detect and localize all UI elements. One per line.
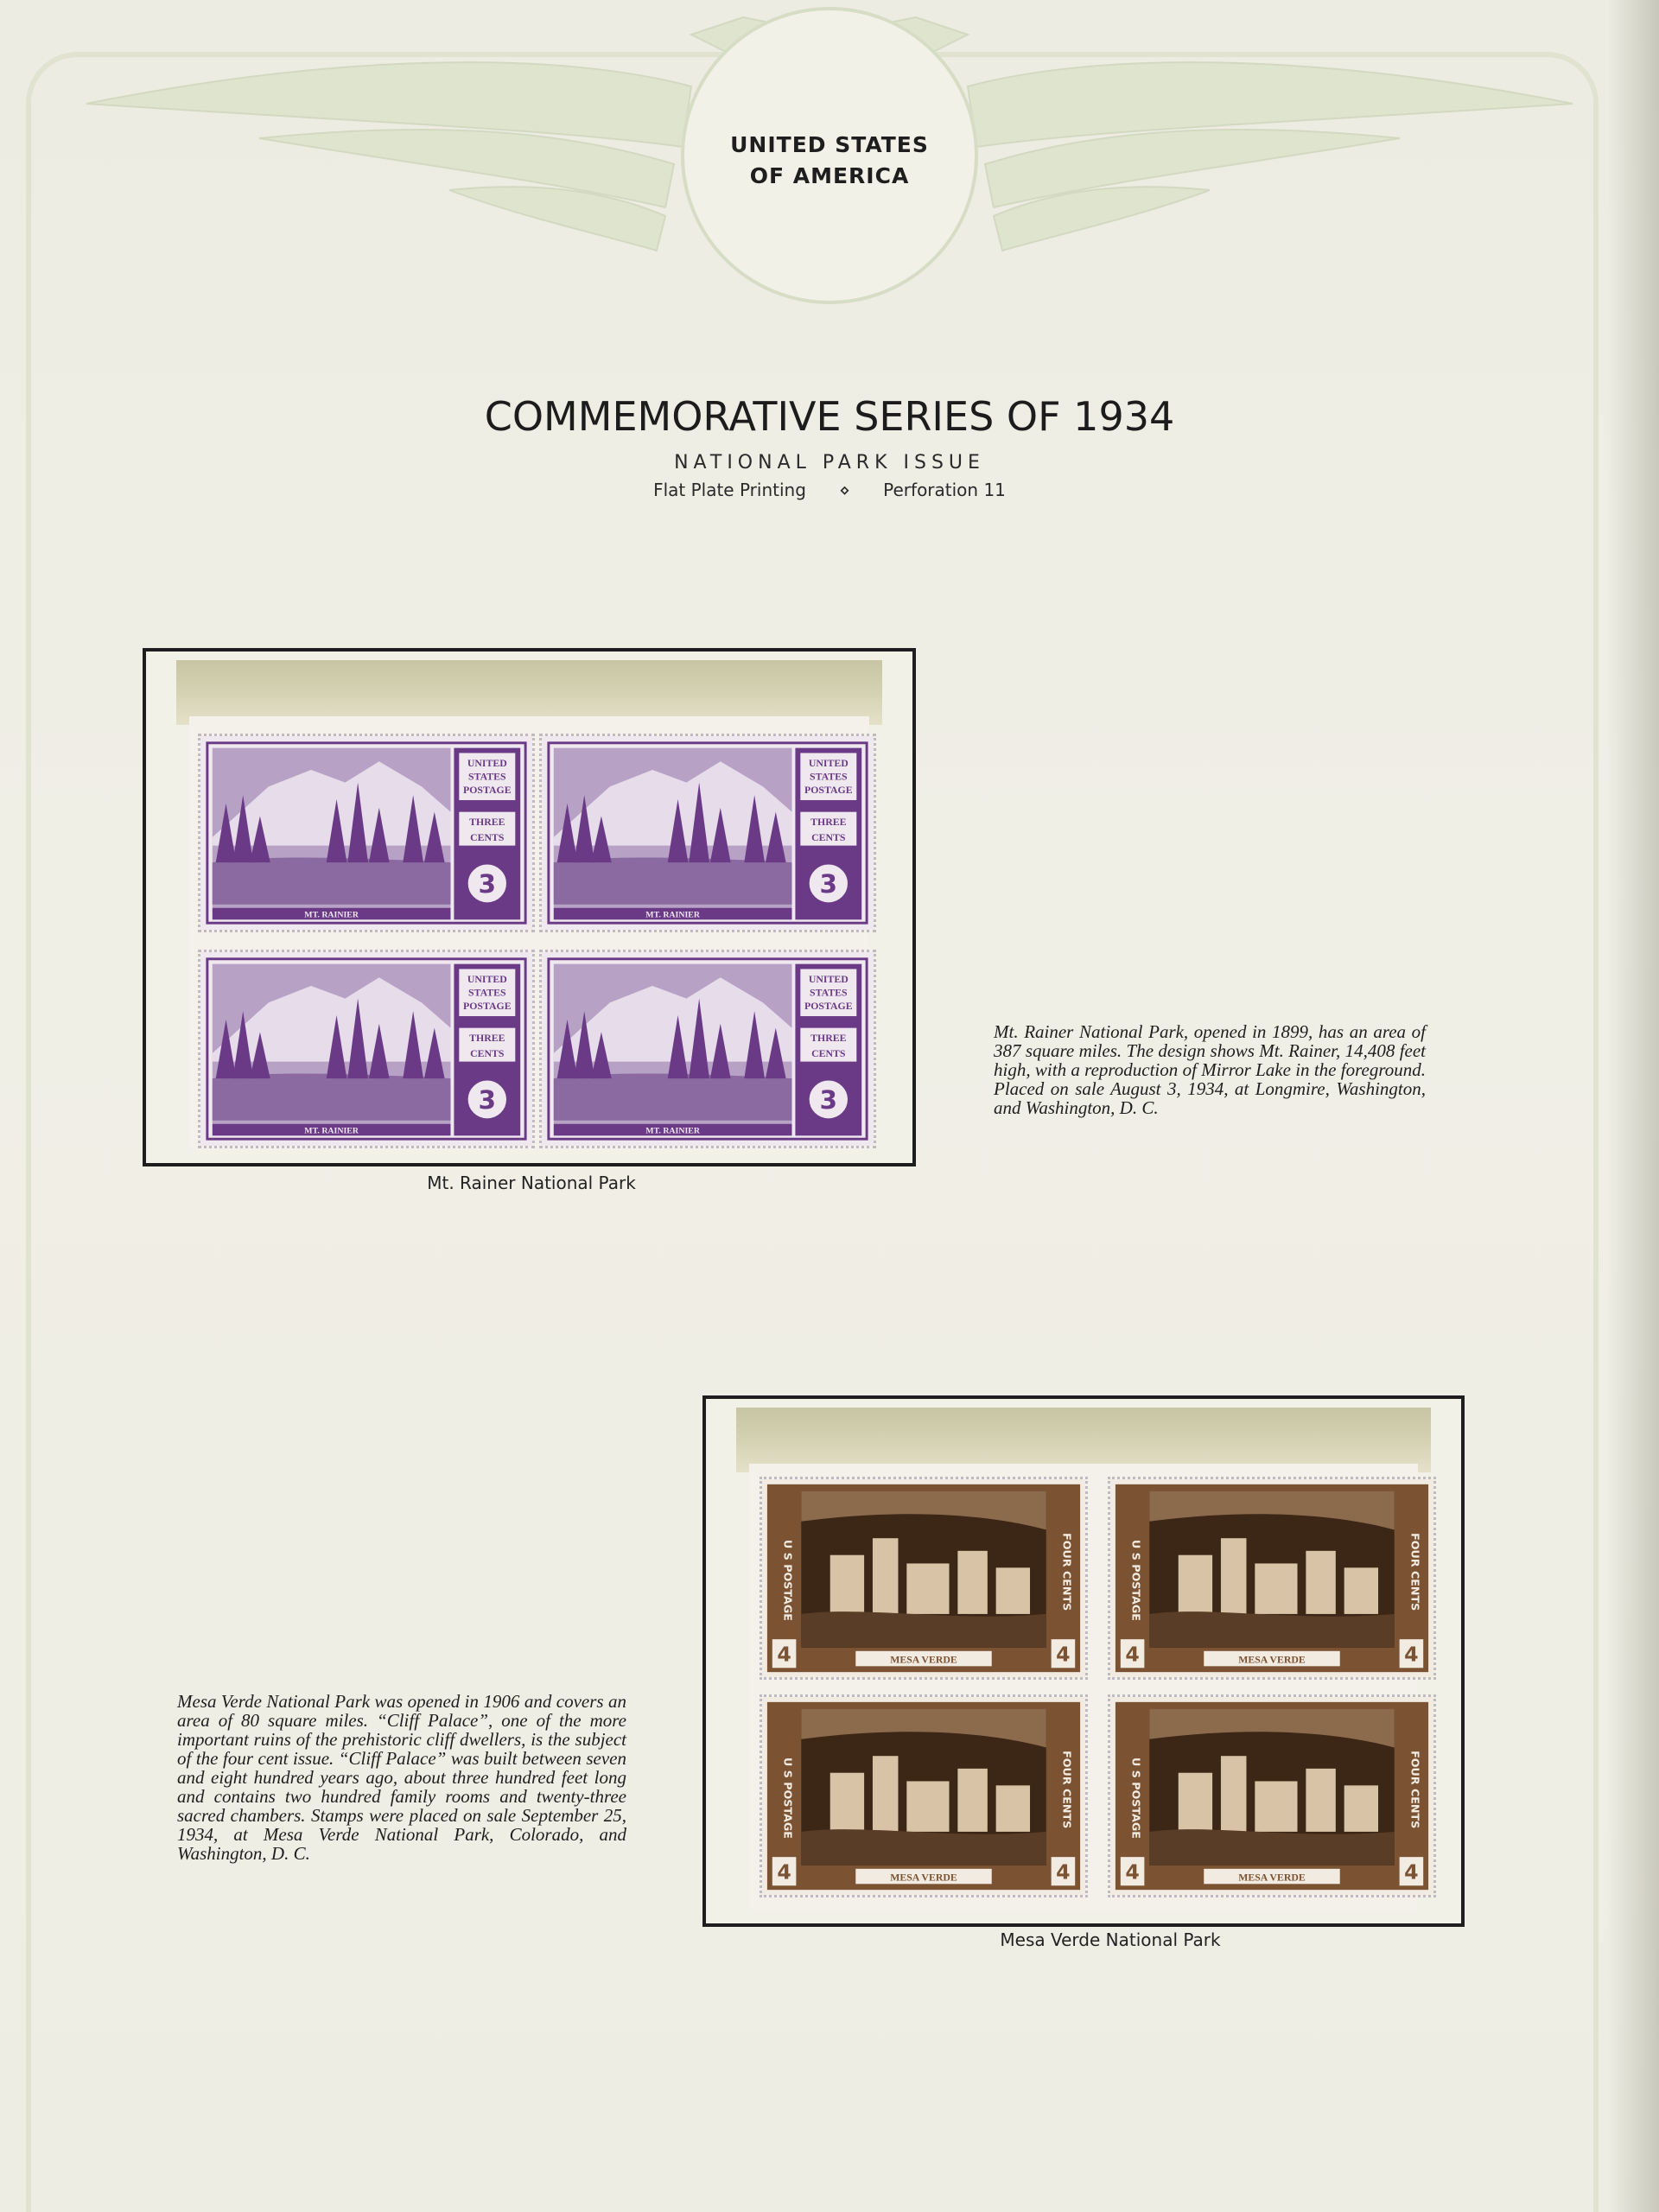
- printing-details: [484, 480, 1175, 500]
- svg-text:4: 4: [777, 1642, 791, 1667]
- printing-method: Flat Plate Printing: [653, 480, 806, 500]
- svg-text:CENTS: CENTS: [470, 831, 505, 843]
- mesa-verde-stamp-mount: [702, 1395, 1465, 1927]
- svg-text:FOUR CENTS: FOUR CENTS: [1059, 1751, 1073, 1829]
- svg-text:THREE: THREE: [810, 817, 847, 829]
- svg-text:POSTAGE: POSTAGE: [804, 1001, 853, 1013]
- svg-text:STATES: STATES: [468, 987, 506, 999]
- stamp-name-line: MESA VERDE: [1238, 1654, 1306, 1666]
- perforation-gauge: Perforation 11: [883, 480, 1006, 500]
- mt-rainier-3-cent-stamp: [539, 950, 876, 1148]
- stamp-name-line: MESA VERDE: [890, 1872, 957, 1884]
- svg-text:UNITED: UNITED: [467, 974, 507, 986]
- mesa-verde-description: Mesa Verde National Park was opened in 1906 and covers an area of 80 square miles. “Cliff Palace”, one of the more important ruins of the prehistoric cliff dwellers, is the subject of the four cent issue. “Cliff Palace” was built between seven and eight hundred years ago, about three hundred feet long and contains two hundred family rooms and twenty-three sacred chambers. Stamps were placed on sale September 25, 1934, at Mesa Verde National Park, Colorado, and Washington, D. C.: [177, 1691, 626, 1864]
- svg-text:3: 3: [478, 1085, 497, 1116]
- svg-text:STATES: STATES: [810, 771, 848, 783]
- mesa-verde-4-cent-stamp: [1108, 1694, 1436, 1897]
- svg-text:POSTAGE: POSTAGE: [463, 785, 512, 797]
- country-line-2: OF AMERICA: [749, 163, 910, 188]
- svg-text:3: 3: [478, 869, 497, 899]
- country-header: [657, 130, 1002, 192]
- svg-text:U S POSTAGE: U S POSTAGE: [780, 1540, 794, 1621]
- mt-rainier-3-cent-stamp: [198, 950, 535, 1148]
- svg-text:THREE: THREE: [810, 1033, 847, 1045]
- mesa-verde-caption: Mesa Verde National Park: [1000, 1929, 1221, 1950]
- svg-text:CENTS: CENTS: [811, 831, 846, 843]
- svg-text:UNITED: UNITED: [808, 758, 849, 770]
- svg-text:4: 4: [1056, 1859, 1071, 1885]
- mesa-verde-4-cent-stamp: [1108, 1477, 1436, 1680]
- page-title: COMMEMORATIVE SERIES OF 1934: [484, 393, 1175, 440]
- svg-text:4: 4: [1404, 1859, 1419, 1885]
- rainier-stamp-mount: [143, 648, 916, 1166]
- mt-rainier-3-cent-stamp: [198, 734, 535, 932]
- stamp-name-line: MESA VERDE: [1238, 1872, 1306, 1884]
- svg-text:4: 4: [1125, 1642, 1140, 1667]
- svg-text:UNITED: UNITED: [808, 974, 849, 986]
- svg-text:STATES: STATES: [810, 987, 848, 999]
- svg-text:4: 4: [1404, 1642, 1419, 1667]
- svg-text:U S POSTAGE: U S POSTAGE: [1128, 1758, 1142, 1839]
- svg-text:U S POSTAGE: U S POSTAGE: [780, 1758, 794, 1839]
- stamp-name-line: MT. RAINIER: [645, 1126, 700, 1136]
- svg-text:U S POSTAGE: U S POSTAGE: [1128, 1540, 1142, 1621]
- country-line-1: UNITED STATES: [730, 132, 929, 157]
- stamp-name-line: MESA VERDE: [890, 1654, 957, 1666]
- separator-diamond: ⋄: [839, 480, 850, 500]
- svg-text:STATES: STATES: [468, 771, 506, 783]
- stamp-name-line: MT. RAINIER: [645, 910, 700, 920]
- rainier-description: Mt. Rainer National Park, opened in 1899, has an area of 387 square miles. The design shows Mt. Rainer, 14,408 feet high, with a reproduction of Mirror Lake in the foreground. Placed on sale August 3, 1934, at Longmire, Washington, and Washington, D. C.: [994, 1021, 1426, 1118]
- svg-text:4: 4: [1125, 1859, 1140, 1885]
- svg-text:POSTAGE: POSTAGE: [463, 1001, 512, 1013]
- issue-subtitle: NATIONAL PARK ISSUE: [674, 452, 985, 474]
- svg-text:FOUR CENTS: FOUR CENTS: [1408, 1751, 1421, 1829]
- svg-text:4: 4: [1056, 1642, 1071, 1667]
- svg-text:THREE: THREE: [469, 1033, 505, 1045]
- mount-hinge-strip: [736, 1408, 1431, 1472]
- stamp-name-line: MT. RAINIER: [304, 1126, 359, 1136]
- rainier-caption: Mt. Rainer National Park: [427, 1173, 636, 1193]
- svg-text:THREE: THREE: [469, 817, 505, 829]
- mt-rainier-3-cent-stamp: [539, 734, 876, 932]
- svg-text:3: 3: [819, 869, 838, 899]
- svg-text:3: 3: [819, 1085, 838, 1116]
- svg-text:FOUR CENTS: FOUR CENTS: [1059, 1533, 1073, 1611]
- mesa-verde-4-cent-stamp: [760, 1477, 1088, 1680]
- svg-text:UNITED: UNITED: [467, 758, 507, 770]
- svg-text:FOUR CENTS: FOUR CENTS: [1408, 1533, 1421, 1611]
- mesa-verde-4-cent-stamp: [760, 1694, 1088, 1897]
- svg-text:4: 4: [777, 1859, 791, 1885]
- svg-text:CENTS: CENTS: [811, 1047, 846, 1059]
- page-edge-shadow: [1607, 0, 1659, 2212]
- mount-hinge-strip: [176, 660, 882, 725]
- svg-text:CENTS: CENTS: [470, 1047, 505, 1059]
- svg-text:POSTAGE: POSTAGE: [804, 785, 853, 797]
- stamp-name-line: MT. RAINIER: [304, 910, 359, 920]
